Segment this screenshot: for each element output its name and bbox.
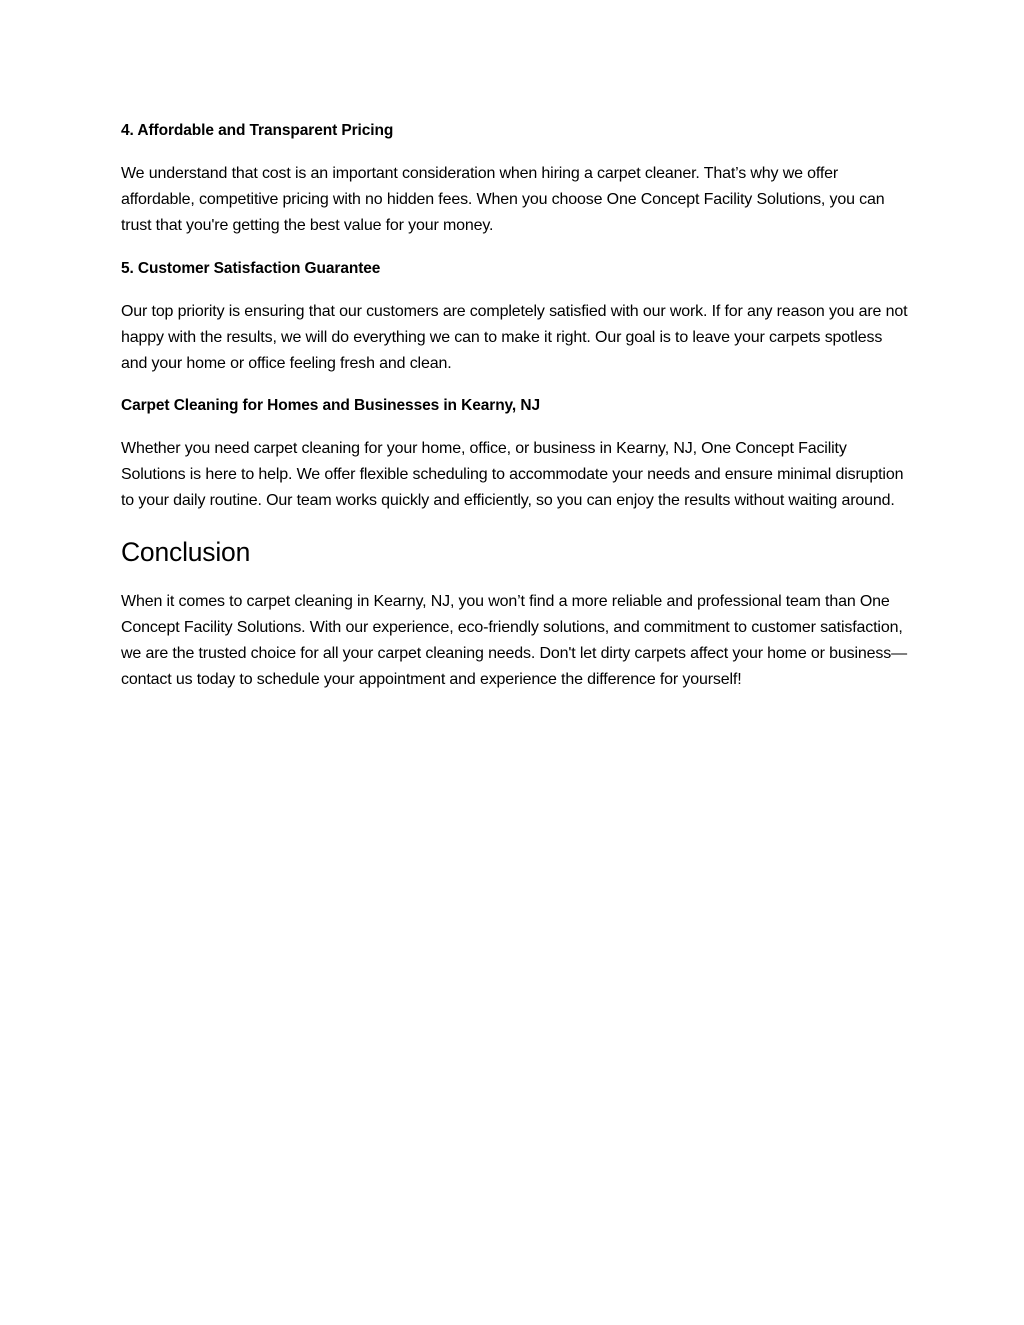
section-heading-kearny: Carpet Cleaning for Homes and Businesses in Kearny, NJ: [121, 397, 540, 415]
document-page: [121, 118, 911, 710]
section-body-guarantee: Our top priority is ensuring that our customers are completely satisfied with our work. If for any reason you are not happy with the results, we will do everything we can to make it right. Our goal is to leave your carpets spotless and your home or office feeling fresh and clean.: [121, 302, 908, 372]
section-heading-guarantee: 5. Customer Satisfaction Guarantee: [121, 259, 381, 277]
section-body-pricing: We understand that cost is an important consideration when hiring a carpet cleaner. That’s why we offer affordable, competitive pricing with no hidden fees. When you choose One Concept Facility Solutions, you can trust that you're getting the best value for your money.: [121, 165, 885, 234]
conclusion-body: When it comes to carpet cleaning in Kearny, NJ, you won’t find a more reliable and professional team than One Concept Facility Solutions. With our experience, eco-friendly solutions, and commitment to customer satisfaction, we are the trusted choice for all your carpet cleaning needs. Don't let dirty carpets affect your home or business—contact us today to schedule your appointment and experience the difference for yourself!: [121, 593, 907, 688]
section-body-kearny: Whether you need carpet cleaning for your home, office, or business in Kearny, NJ, One Concept Facility Solutions is here to help. We offer flexible scheduling to accommodate your needs and ensure minimal disruption to your daily routine. Our team works quickly and efficiently, so you can enjoy the results without waiting around.: [121, 440, 904, 510]
conclusion-heading: Conclusion: [121, 537, 251, 568]
section-heading-pricing: 4. Affordable and Transparent Pricing: [121, 122, 394, 139]
